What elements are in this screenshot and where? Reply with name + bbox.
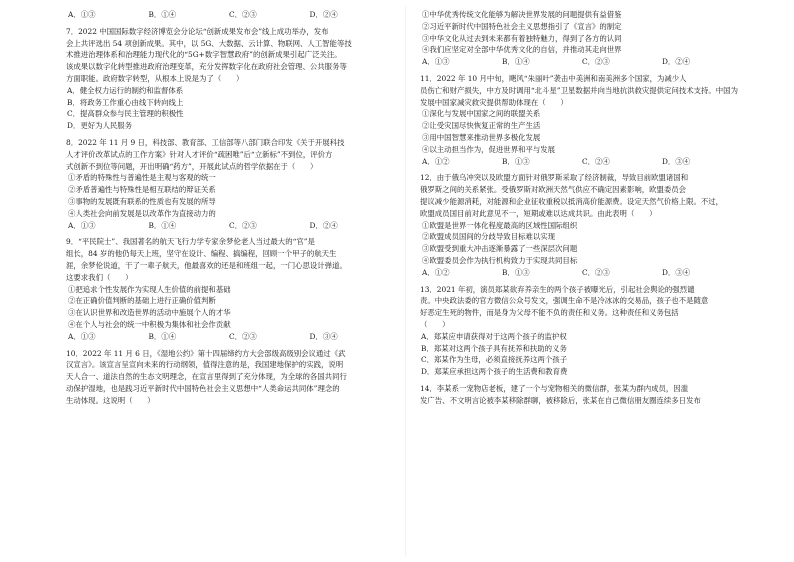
q10-line: 动保护湿地，也是践习近平新时代中国特色社会主义思想中“人类命运共同体”理念的 <box>66 383 340 393</box>
option-d: D．②④ <box>309 220 338 230</box>
option-c: C．②③ <box>229 10 257 19</box>
q7-option-b: B．将政务工作重心由线下转向线上 <box>67 97 184 107</box>
option-b: B．①④ <box>148 331 177 341</box>
option-b: B．①④ <box>502 57 530 67</box>
q10-line: 生动体现。这说明（ ） <box>66 395 155 405</box>
q11-item: ②让受灾国尽快恢复正常的生产生活 <box>422 121 541 131</box>
q8-item: ③事物的发展既有联系的性质也有发展的所导 <box>68 196 216 206</box>
q12-line: 欧盟成员国目前对此意见不一，短期或难以达成共识。由此表明（ ） <box>420 208 657 218</box>
q8-item: ④人类社会向前发展是以改革作为直接动力的 <box>68 208 216 218</box>
option-b: B．①③ <box>502 267 530 277</box>
q7-line: 7．2022 中国国际数字经济博览会分论坛“创新成果发布会”线上成功举办，发布 <box>66 26 329 36</box>
q13-line: 13．2021 年初，演员郑某欲弃养亲生的两个孩子被曝光后，引起社会舆论的强烈谴 <box>420 284 695 294</box>
option-d: D．③④ <box>662 267 691 277</box>
column-divider <box>405 6 406 556</box>
option-a: A．①③ <box>68 220 96 230</box>
q12-item: ③欧盟受到重大冲击逐渐暴露了一些深层次问题 <box>422 244 578 254</box>
option-c: C．②④ <box>582 156 610 166</box>
q11-item: ③用中国智慧来推动世界多极化发展 <box>422 132 541 142</box>
q10-line: 汉宣言》。该宣言呈宣向未来的行动纲领，值得注意的是，我国建地保护的实践，说明 <box>66 360 344 370</box>
question-13 <box>420 284 742 378</box>
left-column <box>66 9 390 407</box>
q10-line: 天人合一、道法自然的生态文明理念，在宣言里得到了充分体现，为全球的各国共同行 <box>66 372 347 382</box>
q12-line: 12．由于俄乌冲突以及欧盟方面针对俄罗斯采取了经济制裁，导致目前欧盟诸国和 <box>420 173 689 183</box>
option-d: D．②④ <box>309 10 338 19</box>
q9-item: ③在认识世界和改造世界的活动中施展个人的才华 <box>68 308 231 318</box>
option-c: C．②③ <box>229 220 257 230</box>
q12-line: 俄罗斯之间的关系紧张。受俄罗斯对欧洲天然气供应不确定因素影响，欧盟委员会 <box>420 185 687 195</box>
option-d: D．③④ <box>662 156 691 166</box>
q8-line: 8．2022 年 11 月 9 日，科技部、教育部、工信部等八部门联合印发《关于开展科技 <box>66 137 345 147</box>
question-10-continued <box>420 9 742 68</box>
q10-options <box>420 56 742 68</box>
q8-item: ①矛盾的特殊性与普遍性是主观与客观的统一 <box>68 173 216 183</box>
question-14 <box>420 383 742 407</box>
q12-line: 提议减少能源消耗，对能源和企业征收重税以抵消高价能源费。设定天然气价格上限。不过， <box>420 196 724 206</box>
question-10 <box>66 348 390 407</box>
q13-line: 好恶定生死的物件，而是身为父母不能不负的责任和义务。这种责任和义务包括 <box>420 308 679 318</box>
question-7 <box>66 26 390 132</box>
right-column <box>420 9 742 407</box>
q14-line: 发广告、不文明言论被李某移除群聊，被移除后，张某在自己微信朋友圈连续多日发布 <box>420 395 701 405</box>
q12-item: ①欧盟是世界一体化程度最高的区域性国际组织 <box>422 220 578 230</box>
option-b: B．①③ <box>502 156 530 166</box>
q10-item: ③中华文化从过去到未来都有着独特魅力，得到了各方的认同 <box>422 33 622 43</box>
q10-line: 10．2022 年 11 月 6 日，《湿地公约》第十四届缔约方大会部级高级别会议通过《武 <box>66 348 346 358</box>
q11-line: 11．2022 年 10 月中旬，飓风“朱丽叶”袭击中美洲和南美洲多个国家，为减少人 <box>420 73 687 83</box>
q8-options <box>66 220 390 232</box>
q11-item: ①深化与发展中国家之间的联盟关系 <box>422 109 541 119</box>
q10-item: ④我们应坚定对全部中华优秀文化的自信，并推动其走向世界 <box>422 45 622 55</box>
question-9 <box>66 236 390 342</box>
option-d: D．②④ <box>662 57 691 67</box>
option-a: A．①③ <box>422 57 450 67</box>
q7-option-a: A．健全权力运行的制约和监督体系 <box>67 85 184 95</box>
option-a: A．①② <box>422 267 450 277</box>
q13-option-c: C．郑某作为生母，必须直接抚养这两个孩子 <box>421 355 568 365</box>
q8-line: 式创新不到位等问题，开出明确“药方”，开展此试点的哲学依据在于（ ） <box>66 161 318 171</box>
answer-parentheses: （ ） <box>420 319 450 329</box>
q7-line: 会上共评选出 54 项创新成果。其中，以 5G、大数据、云计算、物联网、人工智能等技 <box>66 38 352 48</box>
option-c: C．②③ <box>229 331 257 341</box>
question-8 <box>66 137 390 231</box>
q9-item: ②在正确价值判断的基础上进行正确价值判断 <box>68 296 216 306</box>
q6-options <box>66 9 390 21</box>
option-c: C．②③ <box>582 267 610 277</box>
option-a: A．①② <box>422 156 450 166</box>
q8-item: ②矛盾普遍性与特殊性是相互联结的辩证关系 <box>68 185 216 195</box>
q7-line: 术推进治理体系和治理能力现代化的“5G+数字智慧政府”的创新成果引起广泛关注。 <box>66 50 342 60</box>
q9-line: 这要求我们（ ） <box>66 272 133 282</box>
q11-item: ④以主动担当作为，促进世界和平与发展 <box>422 144 556 154</box>
q9-options <box>66 331 390 343</box>
q11-options <box>420 156 742 168</box>
q9-item: ④在个人与社会的统一中积极为集体和社会作贡献 <box>68 319 231 329</box>
q7-option-d: D．更好为人民服务 <box>67 121 133 131</box>
q12-item: ④欧盟委员会作为执行机构致力于实现共同目标 <box>422 255 578 265</box>
q12-item: ②欧盟成员国间的分歧导致目标难以实现 <box>422 232 556 242</box>
q12-options <box>420 267 742 279</box>
q7-line: 方面职能。政府数字转型，从根本上说是为了（ ） <box>66 73 244 83</box>
option-b: B．①④ <box>148 220 177 230</box>
q10-item: ②习近平新时代中国特色社会主义思想指引了《宣言》的制定 <box>422 21 622 31</box>
option-c: C．②③ <box>582 57 610 67</box>
q11-line: 员伤亡和财产损失，中方及时调用“北斗星”卫星数据并向当地抗洪救灾提供定问技术支持。中国为 <box>420 85 738 95</box>
q10-item: ①中华优秀传统文化能够为解决世界发展的问题提供有益借鉴 <box>422 10 622 19</box>
option-b: B．①④ <box>148 10 177 19</box>
q9-item: ①把追求个性发展作为实现人生价值的前提和基础 <box>68 284 231 294</box>
q14-line: 14．李某系一宠物店老板，建了一个与宠物相关的微信群，张某为群内成员，因滥 <box>420 383 689 393</box>
option-a: A．①③ <box>68 10 96 19</box>
q13-option-b: B．郑某对这两个孩子具有抚养和扶助的义务 <box>421 343 567 353</box>
q9-line: 涯，余梦伦说道，干了一辈子航天，他最喜欢的还是和班组一起，一门心思设计弹道。 <box>66 260 347 270</box>
q9-line: 9．“平民院士”、我国著名的航天飞行力学专家余梦伦老人当过最大的“官”是 <box>66 237 315 247</box>
q7-line: 该成果以数字化转型推进政府治理变革，充分发挥数字化在政府社会管理、公共服务等 <box>66 62 347 72</box>
q8-line: 人才评价改革试点的工作方案》针对人才评价“疏困唯”后“立新标”不到位，评价方 <box>66 149 333 159</box>
q13-option-a: A．郑某应申请获得对于这两个孩子的监护权 <box>421 331 567 341</box>
q13-line: 责。中央政法委的官方微信公众号发文，强调生命不是冷冰冰的交易品，孩子也不是随意 <box>420 296 709 306</box>
q11-line: 发展中国家减灾救灾提供帮助体现在（ ） <box>420 97 568 107</box>
option-a: A．①③ <box>68 331 96 341</box>
q9-line: 组长，84 岁的他仍每天上班，坚守在设计、编程、搞编程，回顾一个甲子的航天生 <box>66 249 337 259</box>
option-d: D．③④ <box>309 331 338 341</box>
q13-option-d: D．郑某应承担这两个孩子的生活费和教育费 <box>421 367 568 377</box>
question-12 <box>420 172 742 278</box>
q7-option-c: C．提高群众参与民主管理的积极性 <box>67 109 184 119</box>
question-11 <box>420 73 742 167</box>
